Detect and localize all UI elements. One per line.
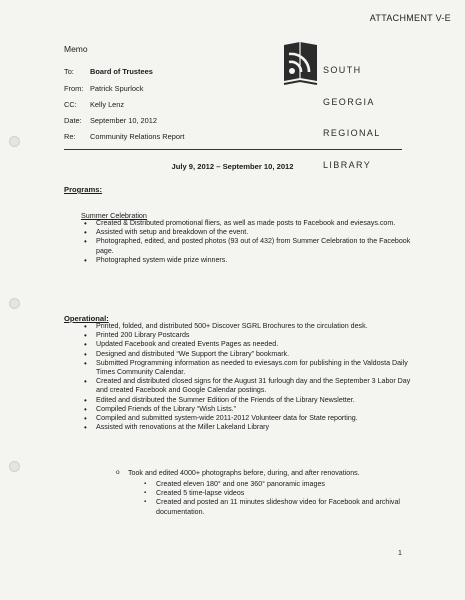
renovation-detail-list <box>142 480 412 517</box>
header-divider <box>64 149 402 150</box>
operational-heading: Operational: <box>64 314 109 323</box>
logo-line: LIBRARY <box>323 159 372 170</box>
re-value: Community Relations Report <box>90 132 185 141</box>
logo-line: REGIONAL <box>323 128 381 138</box>
list-item: • Updated Facebook and created Events Pages as needed. <box>82 340 412 349</box>
list-item: • Photographed, edited, and posted photos (93 out of 432) from Summer Celebration to the Facebook page. <box>82 237 412 255</box>
list-item: • Created and distributed closed signs for the August 31 furlough day and the September 3 Labor Day and created Facebook and Google Calendar postings. <box>82 377 412 395</box>
list-item: • Printed 200 Library Postcards <box>82 331 412 340</box>
sub-sub-list-item: ▪ Created eleven 180° and one 360° panoramic images <box>142 480 412 489</box>
page-number: 1 <box>398 550 402 557</box>
list-item: • Assisted with setup and breakdown of the event. <box>82 228 412 237</box>
date-label: Date: <box>64 116 82 125</box>
attachment-label: ATTACHMENT V-E <box>369 13 451 23</box>
programs-heading: Programs: <box>64 185 102 194</box>
logo-line: SOUTH <box>323 65 362 75</box>
punch-hole <box>9 298 20 309</box>
list-item: • Created & Distributed promotional fliers, as well as made posts to Facebook and eviesays.com. <box>82 219 412 228</box>
cc-label: CC: <box>64 100 77 109</box>
list-item: • Compiled and submitted system-wide 2011-2012 Volunteer data for State reporting. <box>82 414 412 423</box>
list-item: • Compiled Friends of the Library “Wish Lists.” <box>82 405 412 414</box>
sub-sub-list-item: ▪ Created 5 time-lapse videos <box>142 489 412 498</box>
sub-sub-list-item: ▪ Created and posted an 11 minutes slideshow video for Facebook and archival documentation. <box>142 498 412 516</box>
to-value: Board of Trustees <box>90 67 153 76</box>
summer-celebration-heading: Summer Celebration <box>81 211 147 220</box>
list-item: • Submitted Programming information as needed to eviesays.com for publishing in the Valdosta Daily Times Community Calendar. <box>82 359 412 377</box>
book-wifi-icon <box>281 41 321 89</box>
from-value: Patrick Spurlock <box>90 84 144 93</box>
list-item: • Photographed system wide prize winners. <box>82 256 412 265</box>
date-value: September 10, 2012 <box>90 116 157 125</box>
punch-hole <box>9 461 20 472</box>
summer-celebration-list <box>82 219 412 265</box>
logo-line: GEORGIA <box>323 96 375 107</box>
to-label: To: <box>64 67 74 76</box>
library-logo <box>281 41 401 170</box>
operational-list <box>82 322 412 432</box>
sub-list-item: o Took and edited 4000+ photographs before, during, and after renovations. <box>115 469 415 478</box>
punch-hole <box>9 136 20 147</box>
renovation-sublist <box>115 469 415 478</box>
report-date-range: July 9, 2012 – September 10, 2012 <box>171 162 294 171</box>
list-item: • Printed, folded, and distributed 500+ Discover SGRL Brochures to the circulation desk. <box>82 322 412 331</box>
re-label: Re: <box>64 132 76 141</box>
memo-label: Memo <box>64 44 88 54</box>
from-label: From: <box>64 84 84 93</box>
list-item: • Assisted with renovations at the Miller Lakeland Library <box>82 423 412 432</box>
list-item: • Designed and distributed “We Support the Library” bookmark. <box>82 350 412 359</box>
list-item: • Edited and distributed the Summer Edition of the Friends of the Library Newsletter. <box>82 396 412 405</box>
cc-value: Kelly Lenz <box>90 100 125 109</box>
